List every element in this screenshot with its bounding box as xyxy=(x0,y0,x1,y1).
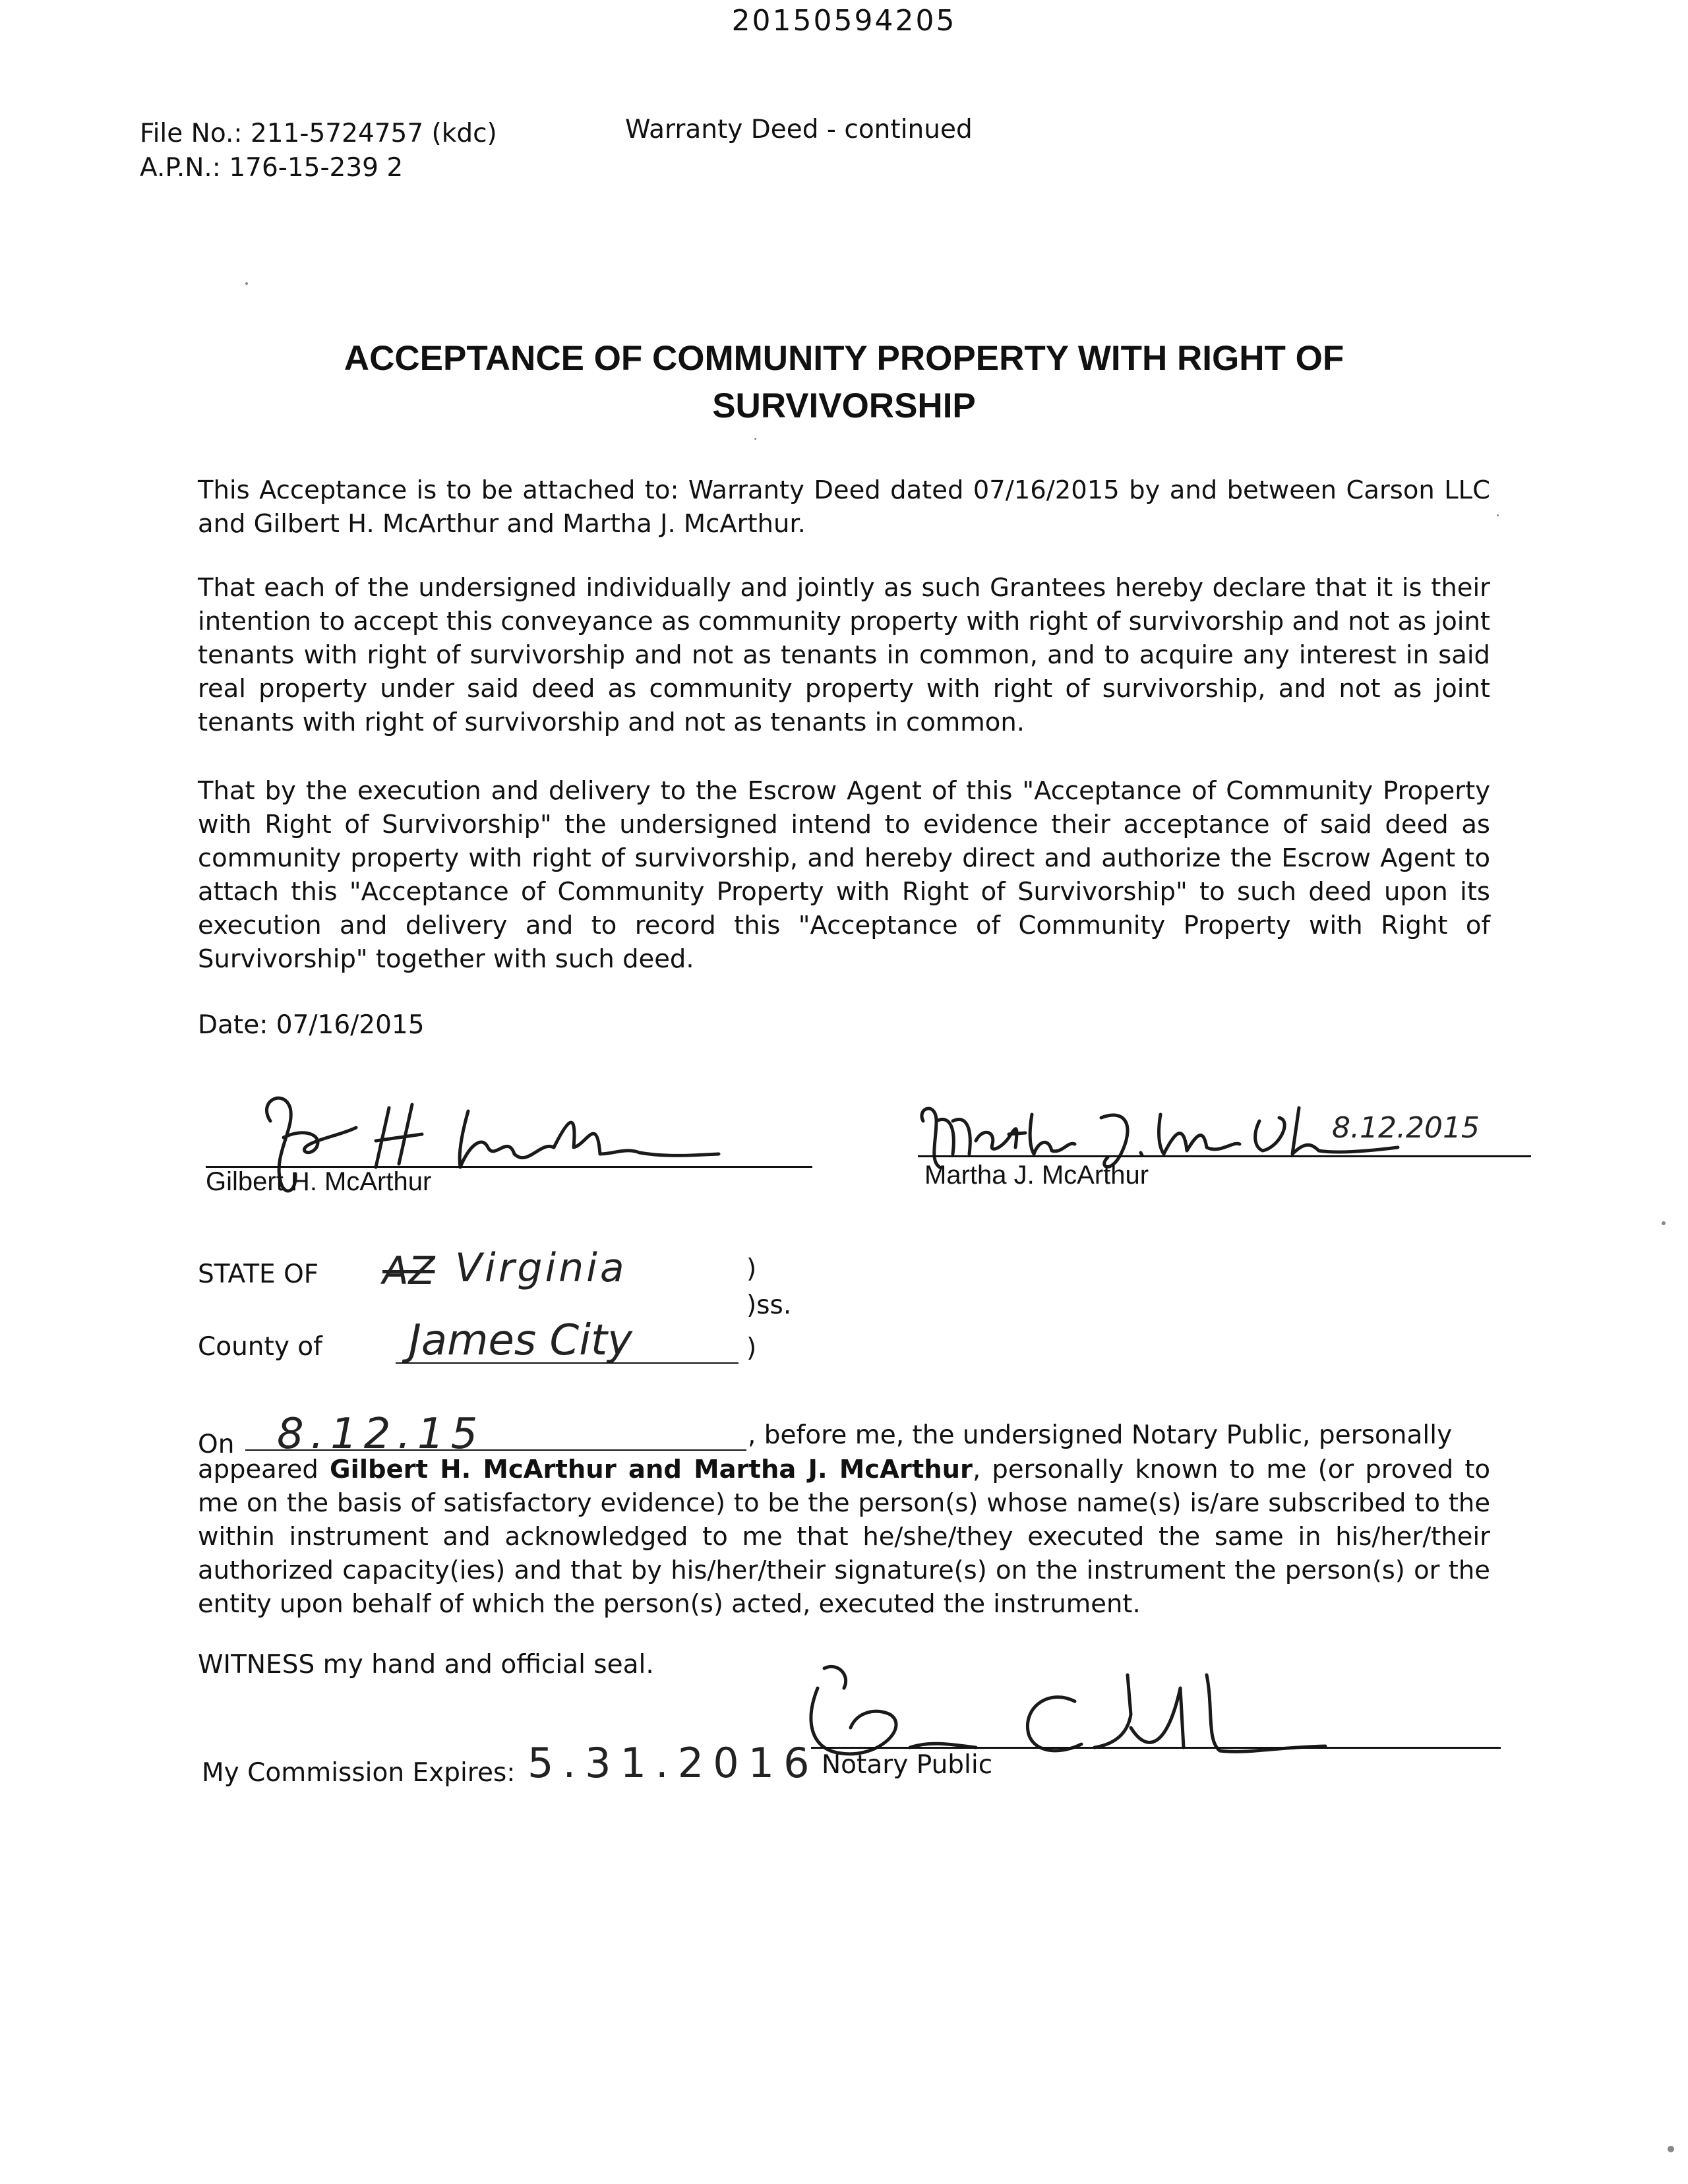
title-line-1: ACCEPTANCE OF COMMUNITY PROPERTY WITH RIGHT OF xyxy=(344,339,1344,378)
file-number: File No.: 211-5724757 (kdc) xyxy=(140,119,497,148)
commission-label: My Commission Expires: xyxy=(202,1758,516,1788)
notary-public-label: Notary Public xyxy=(822,1750,993,1780)
county-label: County of xyxy=(198,1332,322,1362)
scan-speck xyxy=(245,282,248,285)
gilbert-name-label: Gilbert H. McArthur xyxy=(206,1167,432,1196)
ack-names: Gilbert H. McArthur and Martha J. McArthur xyxy=(330,1455,973,1484)
scan-speck xyxy=(1668,2146,1674,2152)
document-title xyxy=(198,335,1490,429)
state-struck-value: AZ xyxy=(382,1248,435,1293)
notary-date-value: 8.12.15 xyxy=(277,1410,485,1459)
scan-speck xyxy=(754,438,756,440)
acceptance-date: Date: 07/16/2015 xyxy=(198,1010,425,1040)
scan-speck xyxy=(1662,1221,1666,1225)
recording-number: 20150594205 xyxy=(731,4,957,38)
venue-paren-3: ) xyxy=(746,1333,757,1363)
ack-intro-text: , before me, the undersigned Notary Public, personally xyxy=(748,1420,1453,1450)
document-continued-label: Warranty Deed - continued xyxy=(625,115,973,144)
commission-value: 5.31.2016 xyxy=(528,1739,819,1787)
scan-speck xyxy=(1497,514,1499,516)
state-label: STATE OF xyxy=(198,1259,319,1289)
martha-signature-line xyxy=(918,1155,1531,1157)
notary-date-line xyxy=(245,1449,746,1451)
title-line-2: SURVIVORSHIP xyxy=(712,386,976,425)
ack-body xyxy=(198,1453,1490,1621)
declaration-paragraph: That each of the undersigned individually and jointly as such Grantees hereby declare that it is their intention to accept this conveyance as community property with right of survivorship and not as joint tenants with right of survivorship and not as tenants in common, and to acquire any interest in said real property under said deed as community property with right of survivorship, and not as joint tenants with right of survivorship and not as tenants in common. xyxy=(198,573,1490,737)
on-label: On xyxy=(198,1430,235,1459)
venue-paren-1: ) xyxy=(746,1254,757,1284)
attachment-paragraph: This Acceptance is to be attached to: Warranty Deed dated 07/16/2015 by and between Carson LLC and Gilbert H. McArthur and Martha J. McArthur. xyxy=(198,475,1490,539)
county-line xyxy=(396,1362,738,1364)
martha-name-label: Martha J. McArthur xyxy=(924,1161,1149,1190)
ack-appeared-text: appeared xyxy=(198,1455,330,1484)
venue-ss: )ss. xyxy=(746,1290,792,1320)
witness-text: WITNESS my hand and official seal. xyxy=(198,1650,654,1680)
apn-number: A.P.N.: 176-15-239 2 xyxy=(140,153,404,183)
escrow-paragraph: That by the execution and delivery to the Escrow Agent of this "Acceptance of Community Property with Right of Survivorship" the undersigned intend to evidence their acceptance of said deed as community property with right of survivorship, and hereby direct and authorize the Escrow Agent to attach this "Acceptance of Community Property with Right of Survivorship" to such deed upon its execution and delivery and to record this "Acceptance of Community Property with Right of Survivorship" together with such deed. xyxy=(198,776,1490,974)
state-value: Virginia xyxy=(455,1245,627,1291)
martha-handwritten-date: 8.12.2015 xyxy=(1332,1111,1480,1145)
county-value: James City xyxy=(409,1316,632,1365)
ack-rest-text: , personally known to me (or proved to me on the basis of satisfactory evidence) to be the person(s) whose name(s) is/are subscribed to the within instrument and acknowledged to me that he/she/they executed the same in his/her/their authorized capacity(ies) and that by his/her/their signature(s) on the instrument the person(s) or the entity upon behalf of which the person(s) acted, executed the instrument. xyxy=(198,1455,1490,1619)
